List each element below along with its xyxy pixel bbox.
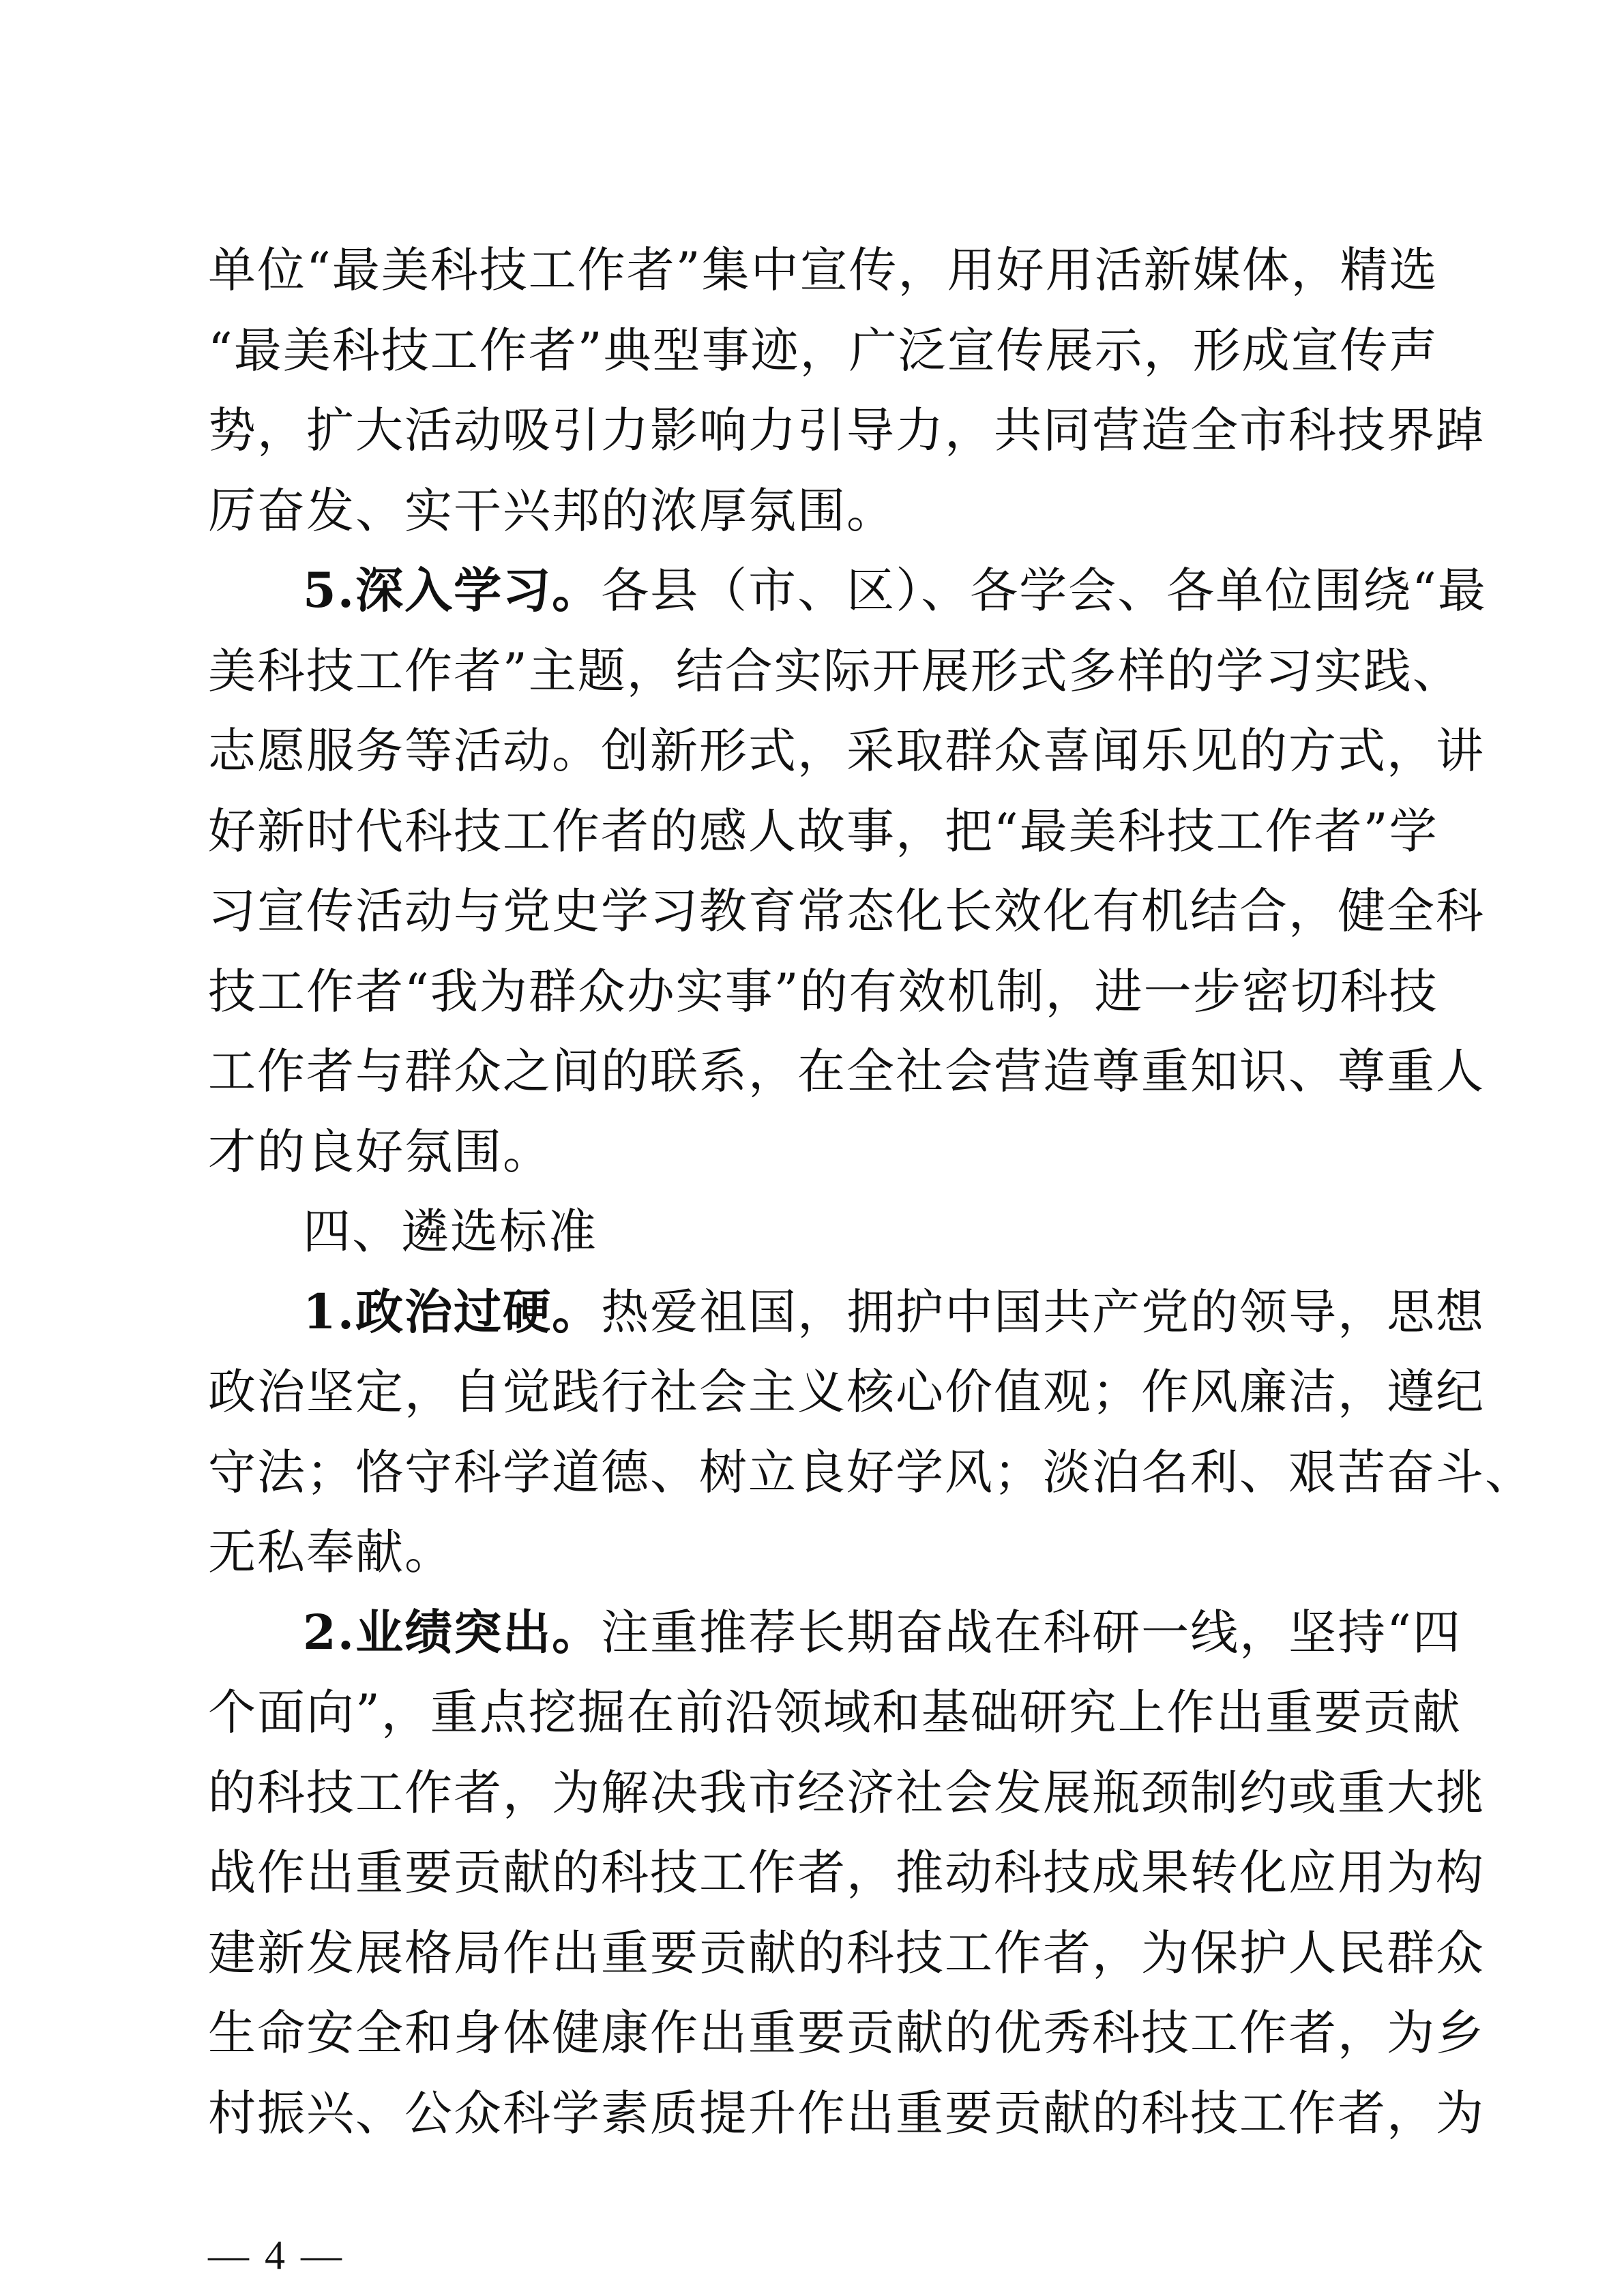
paragraph-line: 无私奉献。 [208, 1524, 454, 1580]
paragraph-line: 建新发展格局作出重要贡献的科技工作者，为保护人民群众 [208, 1925, 1485, 1981]
paragraph-line: 个面向”，重点挖掘在前沿领域和基础研究上作出重要贡献 [208, 1684, 1462, 1740]
paragraph-line: 战作出重要贡献的科技工作者，推动科技成果转化应用为构 [208, 1845, 1485, 1900]
item-text: 各县（市、区）、各学会、各单位围绕“最 [601, 563, 1487, 618]
paragraph-line: 单位“最美科技工作者”集中宣传，用好用活新媒体，精选 [208, 242, 1438, 298]
paragraph-line: 工作者与群众之间的联系，在全社会营造尊重知识、尊重人 [208, 1043, 1485, 1099]
section-heading: 四、遴选标准 [303, 1204, 597, 1259]
list-item-5 [303, 560, 1487, 621]
paragraph-line: 志愿服务等活动。创新形式，采取群众喜闻乐见的方式，讲 [208, 723, 1485, 779]
item-lead: 2.业绩突出。 [303, 1604, 602, 1660]
paragraph-line: “最美科技工作者”典型事迹，广泛宣传展示，形成宣传声 [208, 323, 1438, 378]
list-item-1 [303, 1281, 1486, 1343]
item-lead: 1.政治过硬。 [303, 1283, 602, 1340]
paragraph-line: 守法；恪守科学道德、树立良好学风；淡泊名利、艰苦奋斗、 [208, 1444, 1534, 1500]
paragraph-line: 技工作者“我为群众办实事”的有效机制，进一步密切科技 [208, 964, 1438, 1019]
paragraph-line: 的科技工作者，为解决我市经济社会发展瓶颈制约或重大挑 [208, 1765, 1485, 1821]
paragraph-line: 才的良好氛围。 [208, 1124, 552, 1180]
paragraph-line: 习宣传活动与党史学习教育常态化长效化有机结合，健全科 [208, 883, 1485, 939]
paragraph-line: 厉奋发、实干兴邦的浓厚氛围。 [208, 483, 896, 539]
page-number: — 4 — [208, 2233, 344, 2278]
paragraph-line: 政治坚定，自觉践行社会主义核心价值观；作风廉洁，遵纪 [208, 1364, 1485, 1420]
item-lead: 5.深入学习。 [303, 562, 602, 618]
paragraph-line: 村振兴、公众科学素质提升作出重要贡献的科技工作者，为 [208, 2085, 1485, 2141]
paragraph-line: 势，扩大活动吸引力影响力引导力，共同营造全市科技界踔 [208, 402, 1485, 458]
paragraph-line: 生命安全和身体健康作出重要贡献的优秀科技工作者，为乡 [208, 2005, 1485, 2061]
item-text: 热爱祖国，拥护中国共产党的领导，思想 [601, 1284, 1486, 1340]
list-item-2 [303, 1602, 1462, 1663]
item-text: 注重推荐长期奋战在科研一线，坚持“四 [601, 1605, 1462, 1660]
paragraph-line: 好新时代科技工作者的感人故事，把“最美科技工作者”学 [208, 803, 1438, 859]
paragraph-line: 美科技工作者”主题，结合实际开展形式多样的学习实践、 [208, 643, 1462, 699]
